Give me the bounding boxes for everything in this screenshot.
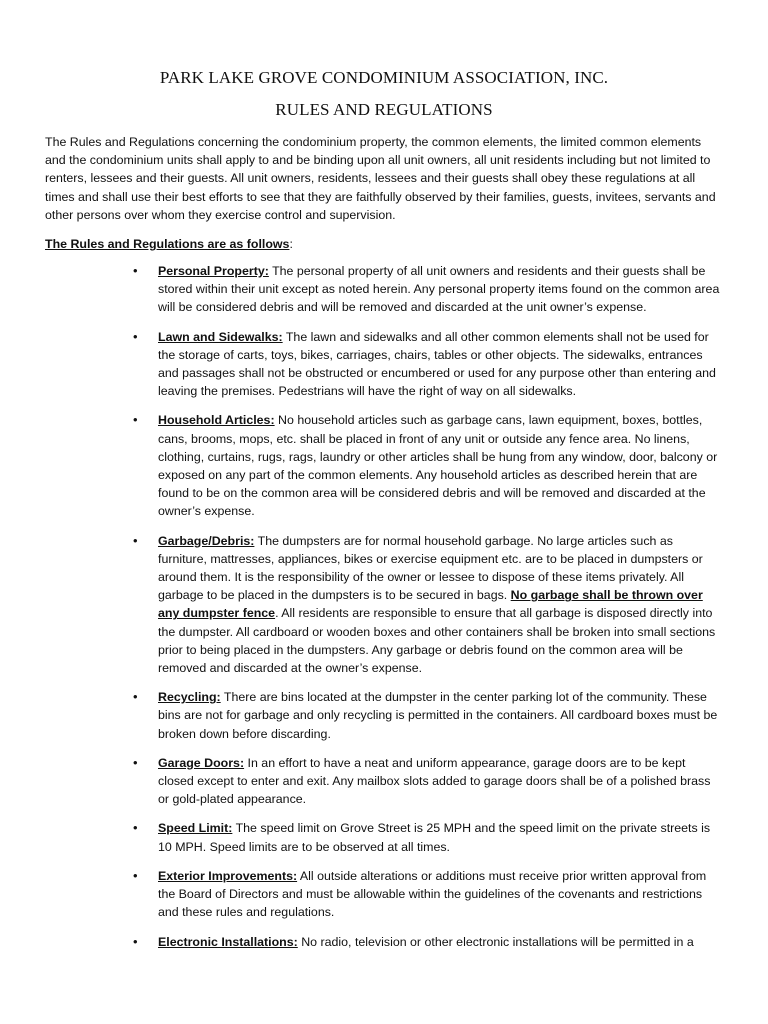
rules-list-heading [45, 235, 293, 253]
rule-exterior-improvements [0, 867, 723, 922]
rule-speed-limit [0, 819, 723, 855]
rule-lawn-and-sidewalks [0, 328, 723, 401]
rule-emphasis: No garbage shall be thrown over any dumpster fence [158, 588, 703, 621]
rule-garbage-debris [0, 532, 723, 678]
rule-garage-doors [0, 754, 723, 809]
rule-text: In an effort to have a neat and uniform appearance, garage doors are to be kept closed except to enter and exit. Any mailbox slots added to garage doors shall be of a polished brass or gold-plated appearance. [158, 755, 711, 807]
rule-term: Personal Property: [158, 264, 269, 278]
document-title: PARK LAKE GROVE CONDOMINIUM ASSOCIATION, INC. [159, 68, 609, 87]
rules-list [0, 262, 768, 962]
bullet-icon: • [133, 412, 138, 428]
bullet-icon: • [133, 689, 138, 705]
bullet-icon: • [133, 532, 138, 548]
rule-household-articles [0, 411, 723, 520]
rule-text: No household articles such as garbage cans, lawn equipment, boxes, bottles, cans, brooms, mops, etc. shall be placed in front of any unit or outside any fence area. No linens, clothing, curtains, rugs, rags, laundry or other articles shall be hung from any window, door, balcony or exposed on any part of the common elements. Any household articles as described herein that are found to be on the common area will be considered debris and will be removed and discarded at the owner’s expense. [158, 413, 718, 519]
rule-text: The dumpsters are for normal household garbage. No large articles such as furniture, mattresses, appliances, bikes or exercise equipment etc. are to be placed in dumpsters or around them. It is the responsibility of the owner or lessee to dispose of these items privately. All garbage to be placed in the dumpsters is to be secured in bags. [158, 533, 703, 603]
rule-text: The personal property of all unit owners and residents and their guests shall be stored within their unit except as noted herein. Any personal property items found on the common area will be considered debris and will be removed and discarded at the unit owner’s expense. [158, 264, 720, 315]
rule-term: Garbage/Debris: [158, 533, 255, 548]
bullet-icon: • [133, 933, 138, 949]
rule-text: There are bins located at the dumpster in the center parking lot of the community. These bins are not for garbage and only recycling is permitted in the containers. All cardboard boxes must be broken down before discarding. [158, 690, 718, 741]
rule-text-after: . All residents are responsible to ensure that all garbage is disposed directly into the dumpster. All cardboard or wooden boxes and other containers shall be broken into small sections prior to being placed in the dumpsters. Any garbage or debris found on the common area will be removed and discarded at the owner’s expense. [158, 606, 716, 676]
rule-electronic-installations [0, 933, 723, 951]
rule-text: The speed limit on Grove Street is 25 MPH and the speed limit on the private streets is 10 MPH. Speed limits are to be observed at all times. [158, 821, 711, 854]
intro-paragraph: The Rules and Regulations concerning the condominium property, the common elements, the limited common elements and the condominium units shall apply to and be binding upon all unit owners, all unit residents including but not limited to renters, lessees and their guests. All unit owners, residents, lessees and their guests shall obey these regulations at all times and shall use their best efforts to see that they are faithfully observed by their families, guests, invitees, servants and other persons over whom they exercise control and supervision. [45, 135, 716, 222]
rules-list-heading-text: The Rules and Regulations are as follows [45, 237, 290, 251]
rule-term: Exterior Improvements: [158, 868, 298, 883]
rule-personal-property [0, 262, 723, 317]
bullet-icon: • [133, 754, 138, 770]
rule-term: Electronic Installations: [158, 934, 298, 949]
rule-term: Household Articles: [158, 413, 275, 428]
rule-term: Garage Doors: [158, 755, 245, 770]
rule-term: Recycling: [158, 690, 221, 705]
document-subtitle: RULES AND REGULATIONS [275, 100, 493, 119]
rule-text: All outside alterations or additions must receive prior written approval from the Board of Directors and must be allowable within the guidelines of the covenants and restrictions and these rules and regulations. [158, 868, 707, 920]
bullet-icon: • [133, 263, 138, 278]
bullet-icon: • [133, 328, 138, 344]
rules-list-heading-colon: : [289, 237, 293, 251]
rule-term: Lawn and Sidewalks: [158, 329, 283, 344]
rule-text: The lawn and sidewalks and all other common elements shall not be used for the storage of carts, toys, bikes, carriages, chairs, tables or other objects. The sidewalks, entrances and passages shall not be obstructed or encumbered or used for any purpose other than entering and leaving the premises. Pedestrians will have the right of way on all sidewalks. [158, 329, 716, 399]
rule-text: No radio, television or other electronic installations will be permitted in a [297, 934, 694, 949]
rule-recycling [0, 688, 723, 743]
bullet-icon: • [133, 867, 138, 883]
rule-term: Speed Limit: [158, 821, 233, 836]
bullet-icon: • [133, 820, 138, 836]
